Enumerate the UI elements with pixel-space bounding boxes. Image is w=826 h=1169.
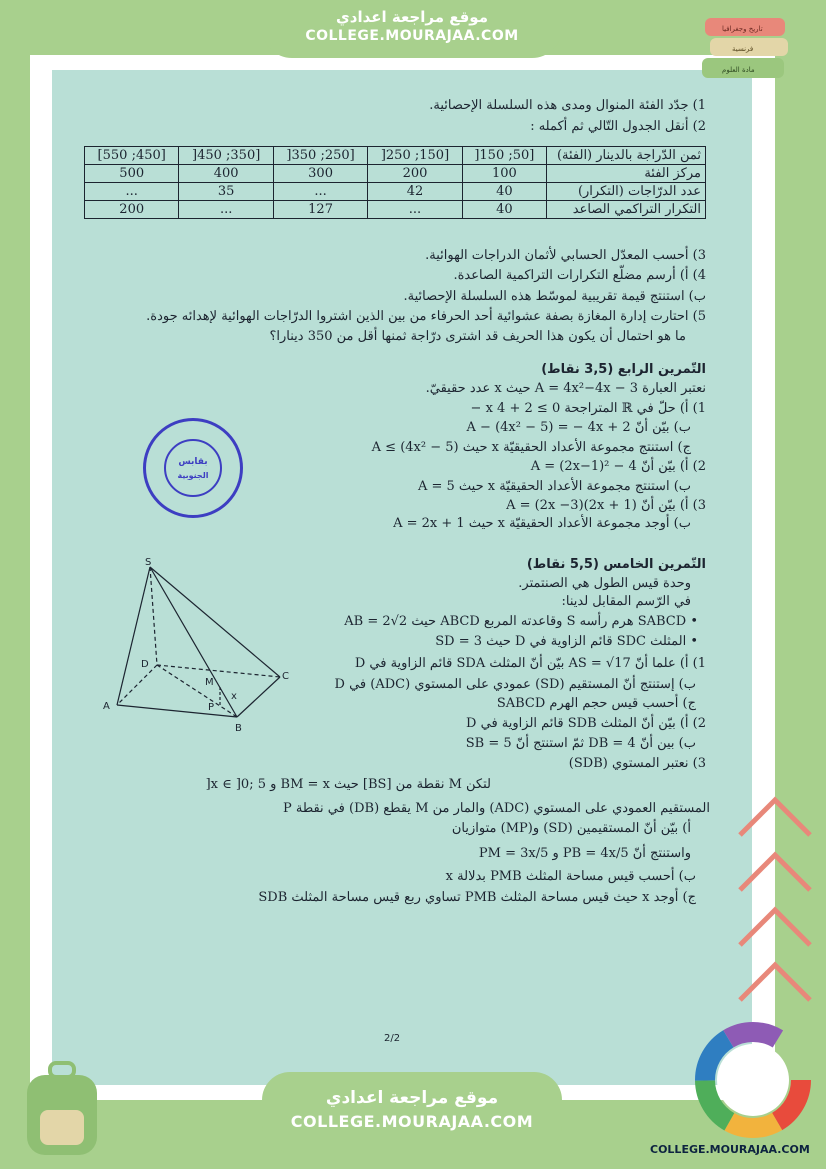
label-C: C (282, 671, 289, 682)
top-banner (262, 0, 562, 58)
ex4-line: 1) أ) حلّ في ℝ المتراجحة 0 ≥ 2 + x 4 − (470, 401, 706, 416)
footer-url[interactable]: COLLEGE.MOURAJAA.COM (650, 1143, 810, 1156)
stamp-text-top: بقابس (178, 457, 208, 467)
ex5-line: • المثلث SDC قائم الزاوية في D حيث SD = 3 (435, 634, 698, 649)
ex5-line: ب) أحسب قيس مساحة المثلث PMB بدلالة x (445, 869, 696, 884)
ex5-line: 1) أ) علما أنّ AS = √17 بيّن أنّ المثلث SDA قائم الزاوية في D (354, 656, 706, 671)
bottom-banner-url[interactable]: COLLEGE.MOURAJAA.COM (290, 1112, 534, 1131)
top-banner-arabic: موقع مراجعة اعدادي (336, 8, 488, 26)
intro-line-1: 1) جدّد الفئة المنوال ومدى هذه السلسلة الإحصائية. (429, 98, 706, 113)
ex5-line: 2) أ) بيّن أنّ المثلث SDB قائم الزاوية في D (466, 716, 706, 731)
ex4-line: ج) استنتج مجموعة الأعداد الحقيقيّة x حيث (5 − 4x²) ≥ A (371, 440, 691, 455)
ex5-line: وحدة قيس الطول هي الصنتمتر. (518, 576, 691, 591)
ex4-line: نعتبر العبارة A = 4x²−4x − 3 حيث x عدد حقيقيّ. (425, 381, 706, 396)
ex5-line: المستقيم العمودي على المستوي (ADC) والمار من M يقطع (DB) في نقطة P (282, 801, 710, 816)
ex5-line: أ) بيّن أنّ المستقيمين (SD) و(MP) متوازيان (451, 821, 691, 836)
bottom-banner-arabic: موقع مراجعة اعدادي (325, 1088, 499, 1108)
table-cell: 200 (85, 201, 179, 219)
table-cell: ... (273, 183, 367, 201)
ex5-line: • SABCD هرم رأسه S وقاعدته المربع ABCD حيث AB = 2√2 (344, 614, 698, 629)
ex5-line: لتكن M نقطة من [BS] حيث BM = x و x ∈ ]0; 5[ (205, 777, 491, 792)
ex5-line: واستنتج أنّ PB = 4x/5 و PM = 3x/5 (478, 846, 691, 861)
pyramid-figure (95, 555, 295, 765)
ex5-line: ج) أحسب قيس حجم الهرم SABCD (496, 696, 696, 711)
table-row-header: مركز الفئة (547, 165, 706, 183)
table-cell: 400 (179, 165, 273, 183)
label-S: S (145, 557, 152, 568)
stamp-inner (164, 439, 222, 497)
table-row-header: ثمن الدّراجة بالدينار (الفئة) (547, 147, 706, 165)
label-M: M (205, 677, 214, 688)
top-banner-url[interactable]: COLLEGE.MOURAJAA.COM (305, 28, 519, 44)
stamp-text-bottom: الجنوبية (177, 471, 209, 480)
label-A: A (103, 701, 110, 712)
education-logo-icon (693, 1020, 813, 1140)
ex4-line: 3) أ) بيّن أنّ A = (2x −3)(2x + 1) (506, 498, 706, 513)
ex5-line: في الرّسم المقابل لدينا: (561, 594, 691, 609)
table-cell: [50; 150[ (462, 147, 546, 165)
table-cell: 40 (462, 183, 546, 201)
table-row-header: عدد الدرّاجات (التكرار) (547, 183, 706, 201)
book-label-1: تاريخ وجغرافيا (722, 25, 763, 33)
official-stamp (143, 418, 243, 518)
table-cell: [250; 350[ (273, 147, 367, 165)
table-cell: ... (85, 183, 179, 201)
question-5: 5) احتارت إدارة المغازة بصفة عشوائية أحد الحرفاء من بين الذين اشتروا الدرّاجات الهوائية لإهدائه جودة. (146, 309, 706, 324)
backpack-icon (15, 1060, 110, 1160)
ex4-line: ب) بيّن أنّ A − (4x² − 5) = − 4x + 2 (466, 420, 691, 435)
book-label-3: مادة العلوم (722, 66, 755, 74)
ex5-line: ب) بين أنّ DB = 4 ثمّ استنتج أنّ SB = 5 (465, 736, 696, 751)
table-cell: 100 (462, 165, 546, 183)
question-4a: 4) أ) أرسم مضلّع التكرارات التراكمية الصاعدة. (453, 268, 706, 283)
table-cell: 35 (179, 183, 273, 201)
table-cell: 127 (273, 201, 367, 219)
table-cell: [450; 550] (85, 147, 179, 165)
intro-line-2: 2) أنقل الجدول التّالي ثم أكمله : (530, 119, 706, 134)
table-row (85, 165, 706, 183)
ex5-line: ج) أوجد x حيث قيس مساحة المثلث PMB تساوي ربع قيس مساحة المثلث SDB (258, 890, 696, 905)
table-cell: [350; 450[ (179, 147, 273, 165)
table-row (85, 183, 706, 201)
table-row (85, 147, 706, 165)
label-x: x (231, 691, 237, 702)
chevron-up-icon (735, 790, 815, 1040)
table-cell: ... (368, 201, 462, 219)
question-5-cont: ما هو احتمال أن يكون هذا الحريف قد اشترى درّاجة ثمنها أقل من 350 دينارا؟ (269, 329, 686, 344)
table-cell: 300 (273, 165, 367, 183)
frequency-table (84, 146, 706, 219)
label-D: D (141, 659, 149, 670)
ex4-line: ب) استنتج مجموعة الأعداد الحقيقيّة x حيث A = 5 (417, 479, 691, 494)
book-label-2: فرنسية (732, 45, 754, 53)
ex4-line: 2) أ) بيّن أنّ A = (2x−1)² − 4 (530, 459, 706, 474)
ex5-line: 3) نعتبر المستوي (SDB) (568, 756, 706, 771)
table-row (85, 201, 706, 219)
table-cell: 500 (85, 165, 179, 183)
question-4b: ب) استنتج قيمة تقريبية لموسّط هذه السلسلة الإحصائية. (403, 289, 706, 304)
table-cell: [150; 250[ (368, 147, 462, 165)
table-cell: 40 (462, 201, 546, 219)
label-P: P (208, 702, 215, 713)
page-number: 2/2 (384, 1033, 401, 1044)
table-row-header: التكرار التراكمي الصاعد (547, 201, 706, 219)
ex5-line: ب) إستنتج أنّ المستقيم (SD) عمودي على المستوي (ADC) في D (334, 677, 696, 692)
exercise-4-title: التّمرين الرابع (3,5 نقاط) (541, 362, 706, 377)
bottom-banner (262, 1072, 562, 1152)
exercise-5-title: التّمرين الخامس (5,5 نقاط) (526, 557, 706, 572)
table-cell: 42 (368, 183, 462, 201)
ex4-line: ب) أوجد مجموعة الأعداد الحقيقيّة x حيث A = 2x + 1 (393, 516, 691, 531)
books-icon (700, 10, 795, 90)
table-cell: 200 (368, 165, 462, 183)
label-B: B (235, 723, 242, 734)
table-cell: ... (179, 201, 273, 219)
question-3: 3) أحسب المعدّل الحسابي لأثمان الدراجات الهوائية. (425, 248, 706, 263)
